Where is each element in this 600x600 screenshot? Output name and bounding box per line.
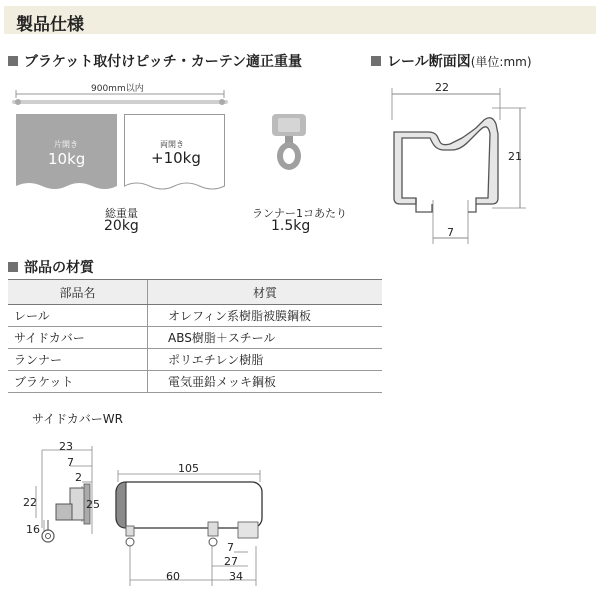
bracket-heading-text: ブラケット取付けピッチ・カーテン適正重量 (24, 54, 303, 70)
bullet-square-icon (371, 56, 381, 66)
rail-opening-dim: 7 (447, 226, 454, 239)
material-cell: オレフィン系樹脂被膜鋼板 (148, 305, 383, 327)
rail-cross-section-diagram (380, 80, 530, 250)
double-open-label: 両開き (160, 140, 184, 149)
front-dim-27: 27 (224, 555, 238, 568)
rail-height-dim: 21 (508, 150, 522, 163)
part-cell: レール (8, 305, 148, 327)
column-header-part: 部品名 (8, 280, 148, 305)
table-row (8, 371, 382, 393)
span-label: 900mm以内 (91, 84, 144, 94)
single-open-value: 10kg (48, 150, 86, 168)
front-dim-34: 34 (229, 570, 243, 583)
rail-section-heading (371, 51, 532, 71)
total-weight-label: 総重量 (105, 207, 138, 220)
rail-unit-text: (単位:mm) (470, 55, 532, 69)
span-dimension-line (10, 88, 230, 108)
total-weight-value: 20kg (104, 218, 139, 234)
single-open-label: 片開き (54, 140, 78, 149)
runner-weight-label: ランナー1コあたり (252, 207, 347, 220)
part-cell: サイドカバー (8, 327, 148, 349)
side-dim-2: 2 (75, 471, 82, 484)
double-open-value: +10kg (151, 149, 201, 167)
front-dim-60: 60 (166, 570, 180, 583)
rail-width-dim: 22 (435, 81, 449, 94)
table-row (8, 327, 382, 349)
runner-weight-value: 1.5kg (271, 218, 311, 234)
rail-heading-text: レール断面図 (387, 54, 471, 70)
side-dim-7: 7 (67, 456, 74, 469)
page-title: 製品仕様 (16, 15, 84, 35)
table-row (8, 305, 382, 327)
material-cell: ポリエチレン樹脂 (148, 349, 383, 371)
table-row (8, 349, 382, 371)
table-header-row (8, 280, 382, 305)
materials-table (8, 279, 382, 393)
front-dim-105: 105 (178, 462, 199, 475)
front-dim-7: 7 (227, 541, 234, 554)
bullet-square-icon (8, 262, 18, 272)
side-dim-16: 16 (26, 523, 40, 536)
side-dim-22: 22 (23, 496, 37, 509)
bullet-square-icon (8, 56, 18, 66)
side-dim-25: 25 (86, 498, 100, 511)
side-cover-front-view (110, 460, 280, 590)
side-dim-23: 23 (59, 440, 73, 453)
materials-section-heading (8, 257, 94, 277)
part-cell: ランナー (8, 349, 148, 371)
side-cover-title: サイドカバーWR (32, 412, 124, 426)
side-cover-side-view (20, 438, 110, 558)
runner-illustration (268, 112, 310, 174)
column-header-material: 材質 (148, 280, 383, 305)
material-cell: ABS樹脂＋スチール (148, 327, 383, 349)
materials-heading-text: 部品の材質 (24, 260, 94, 276)
title-bar (4, 6, 596, 34)
part-cell: ブラケット (8, 371, 148, 393)
bracket-section-heading (8, 51, 302, 71)
material-cell: 電気亜鉛メッキ鋼板 (148, 371, 383, 393)
